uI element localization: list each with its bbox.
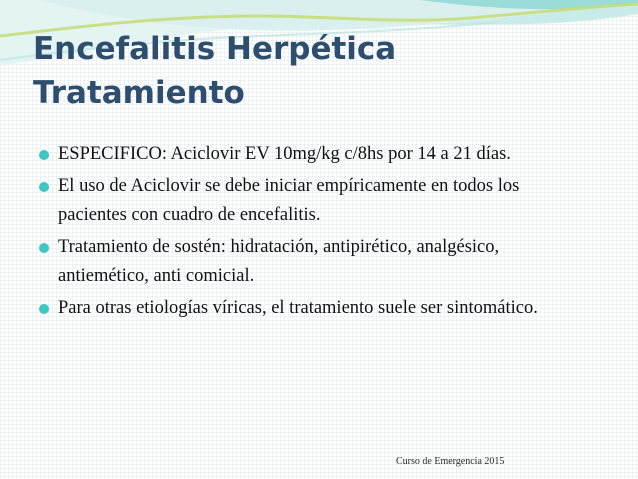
bullet-text: Para otras etiologías víricas, el tratamiento suele ser sintomático. [58,298,538,318]
slide-title-line-1: Encefalitis Herpética [33,31,397,67]
footer-text: Curso de Emergencia 2015 [396,456,505,467]
bullet-text: El uso de Aciclovir se debe iniciar empíricamente en todos los pacientes con cuadro de encefalitis. [58,176,520,225]
slide-title-line-2: Tratamiento [33,75,245,111]
bullet-item-otras-etiologias [37,294,582,323]
bullet-list [37,140,582,326]
slide-title [33,27,396,115]
bullet-text: Tratamiento de sostén: hidratación, antipirético, analgésico, antiemético, anti comicial. [58,237,500,286]
bullet-dot-icon [39,182,49,192]
bullet-text: ESPECIFICO: Aciclovir EV 10mg/kg c/8hs por 14 a 21 días. [58,144,511,164]
bullet-dot-icon [39,150,49,160]
bullet-item-uso-aciclovir [37,172,582,230]
bullet-item-especifico [37,140,582,169]
bullet-item-sosten [37,233,582,291]
bullet-dot-icon [39,304,49,314]
bullet-dot-icon [39,243,49,253]
